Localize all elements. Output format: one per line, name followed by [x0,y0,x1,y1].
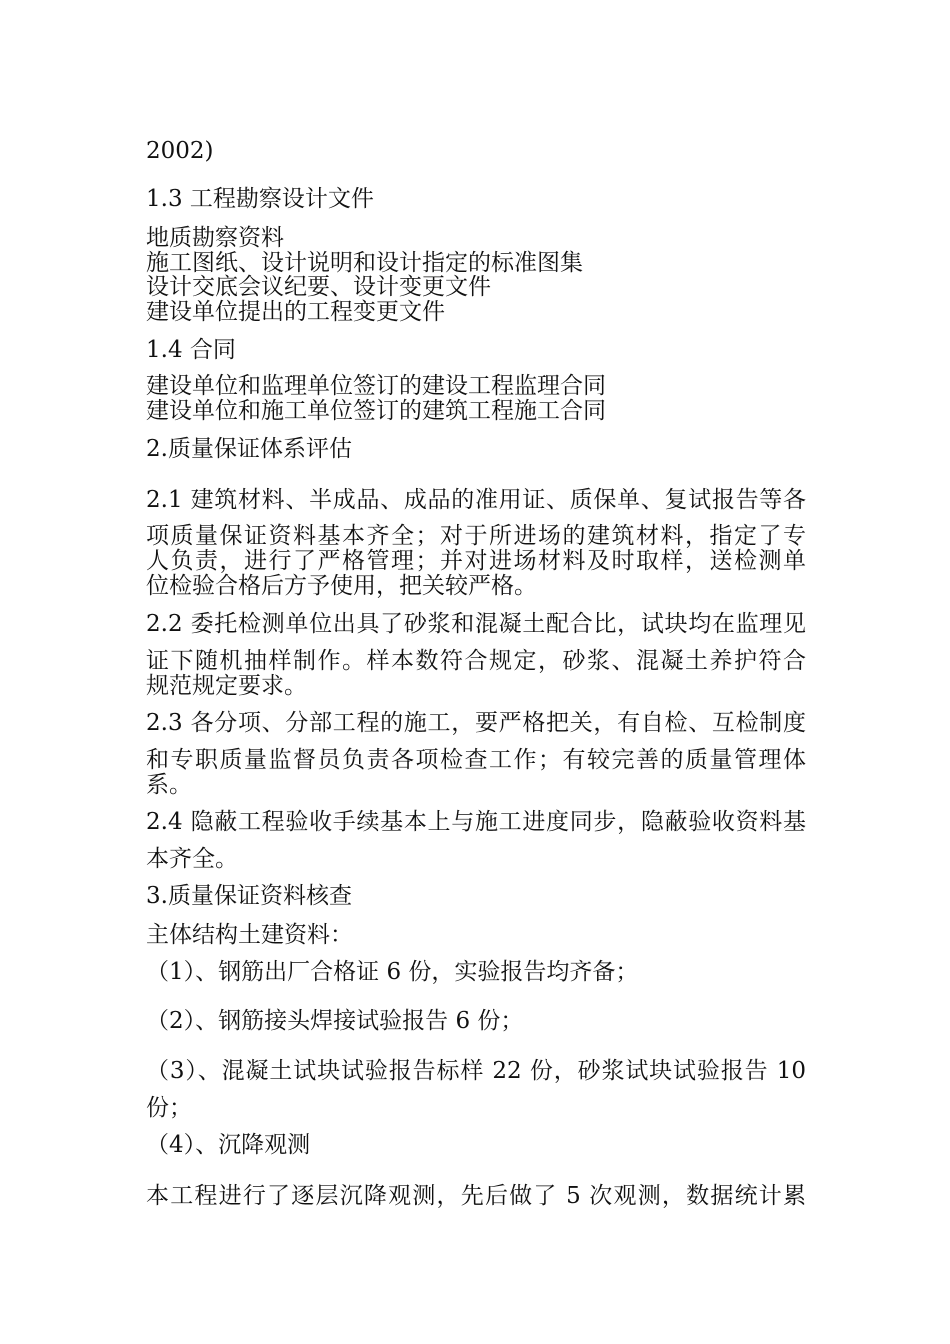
list-item: （1）、钢筋出厂合格证 6 份，实验报告均齐备； [146,959,639,985]
list-item: （3）、混凝土试块试验报告标样 22 份，砂浆试块试验报告 10 [146,1058,806,1084]
list-item-continuation: 份； [146,1095,192,1121]
paragraph-line: 2.2 委托检测单位出具了砂浆和混凝土配合比，试块均在监理见 [146,611,806,637]
paragraph-line: 本工程进行了逐层沉降观测，先后做了 5 次观测，数据统计累 [146,1183,806,1209]
text-line: 建设单位和施工单位签订的建筑工程施工合同 [146,398,606,424]
section-heading-2: 2.质量保证体系评估 [146,436,352,462]
text-line: 建设单位和监理单位签订的建设工程监理合同 [146,373,606,399]
paragraph-line: 和专职质量监督员负责各项检查工作；有较完善的质量管理体 [146,747,806,773]
text-line: 主体结构土建资料： [146,922,353,948]
paragraph-line: 规范规定要求。 [146,673,307,699]
paragraph-line: 人负责，进行了严格管理；并对进场材料及时取样，送检测单 [146,548,806,574]
section-heading-3: 3.质量保证资料核查 [146,883,352,909]
paragraph-line: 位检验合格后方予使用，把关较严格。 [146,573,537,599]
text-line: 建设单位提出的工程变更文件 [146,299,445,325]
section-heading-1-4: 1.4 合同 [146,337,236,363]
paragraph-line: 2.4 隐蔽工程验收手续基本上与施工进度同步，隐蔽验收资料基 [146,809,806,835]
text-line: 施工图纸、设计说明和设计指定的标准图集 [146,250,583,276]
list-item: （2）、钢筋接头焊接试验报告 6 份； [146,1008,524,1034]
paragraph-line: 证下随机抽样制作。样本数符合规定，砂浆、混凝土养护符合 [146,648,806,674]
paragraph-line: 本齐全。 [146,846,238,872]
text-line: 设计交底会议纪要、设计变更文件 [146,274,491,300]
paragraph-line: 2.1 建筑材料、半成品、成品的准用证、质保单、复试报告等各 [146,487,806,513]
list-item: （4）、沉降观测 [146,1132,311,1158]
paragraph-line: 系。 [146,772,192,798]
section-heading-1-3: 1.3 工程勘察设计文件 [146,186,374,212]
paragraph-line: 2.3 各分项、分部工程的施工，要严格把关，有自检、互检制度 [146,710,806,736]
text-line: 地质勘察资料 [146,225,284,251]
text-line-continuation: 2002) [146,138,214,164]
paragraph-line: 项质量保证资料基本齐全；对于所进场的建筑材料，指定了专 [146,523,806,549]
